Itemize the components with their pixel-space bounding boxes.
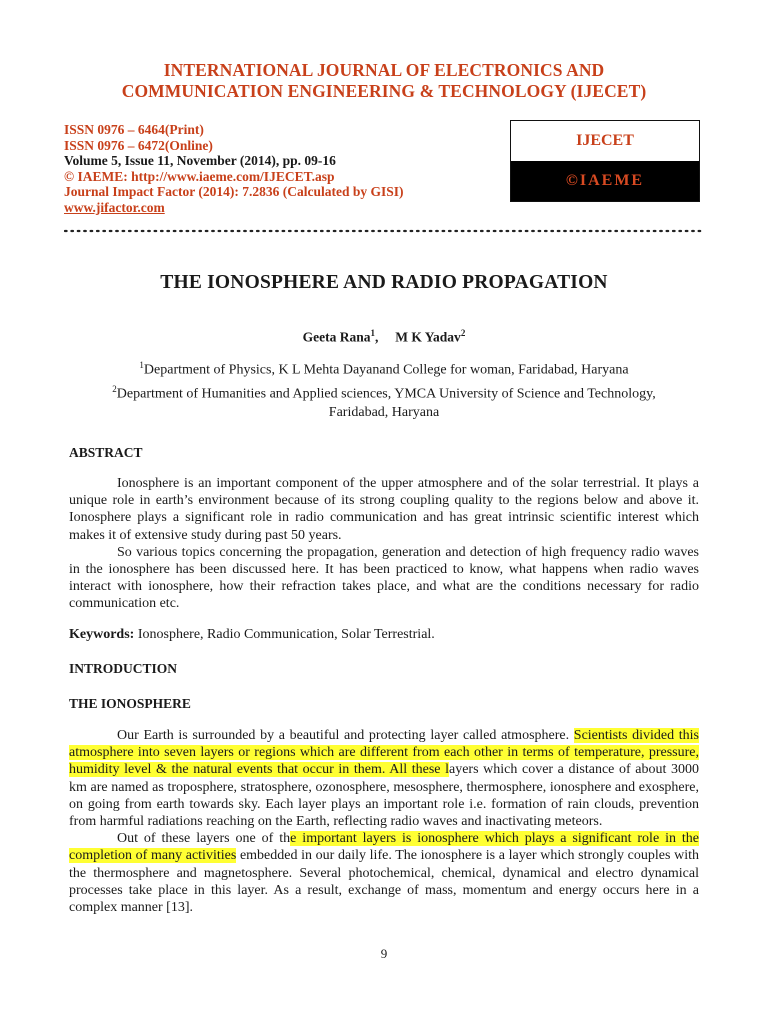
paragraph-text: ayers which cover a distance of about 3000 km are named as troposphere, stratosphere, ozonosphere, mesosphere, thermosphere, ionosphere and exosphere, on going from earth towards sky. Each layer plays an important role i.e. formation of rain clouds, prevention from harmful radiations reaching on the Earth, reflecting radio waves and inactivating meteors. xyxy=(69,762,699,830)
author-separator: , xyxy=(375,329,379,345)
abstract-body xyxy=(69,475,699,613)
abstract-paragraph: Ionosphere is an important component of the upper atmosphere and of the solar terrestrial. It plays a unique role in earth’s environment because of its strong coupling quality to the regions below and above it. Ionosphere plays a significant role in radio communication and has great intrinsic scientific interest which makes it of extensive study during past 50 years. xyxy=(69,476,699,543)
impact-factor: Journal Impact Factor (2014): 7.2836 (Calculated by GISI) xyxy=(64,184,404,200)
body-paragraph xyxy=(69,830,699,916)
author-name: Geeta Rana xyxy=(302,329,371,345)
keywords-label: Keywords: xyxy=(69,627,135,642)
journal-title-line1: INTERNATIONAL JOURNAL OF ELECTRONICS AND xyxy=(163,60,605,80)
logo-iaeme-text: ©IAEME xyxy=(511,161,699,201)
issn-print: ISSN 0976 – 6464(Print) xyxy=(64,122,204,137)
paragraph-text: Our Earth is surrounded by a beautiful and protecting layer called atmosphere. xyxy=(117,728,574,743)
highlighted-text: Scientists divided this atmosphere into seven layers or regions which are different from each other in terms of temperature, pressure, humidity level & the natural events that occur in them. All these l xyxy=(69,728,700,778)
author-superscript: 2 xyxy=(460,328,466,338)
paragraph-text: Out of these layers one of th xyxy=(117,831,291,847)
abstract-heading: ABSTRACT xyxy=(69,445,143,460)
affiliation-superscript: 2 xyxy=(112,384,117,395)
authors-line xyxy=(0,328,768,346)
author-superscript: 1 xyxy=(370,328,376,338)
page-number: 9 xyxy=(380,946,388,961)
affiliation-2-continued: Faridabad, Haryana xyxy=(328,405,440,421)
affiliation-2 xyxy=(64,380,704,404)
introduction-body xyxy=(69,727,699,916)
jifactor-link[interactable]: www.jifactor.com xyxy=(64,199,165,215)
highlighted-text: e important layers is ionosphere which plays a significant role in the completion of many activities xyxy=(69,831,699,864)
body-paragraph xyxy=(69,727,699,830)
logo-ijecet-text: IJECET xyxy=(511,121,699,161)
affiliations xyxy=(64,356,704,423)
journal-title xyxy=(0,60,768,102)
paragraph-text: embedded in our daily life. The ionosphere is a layer which strongly couples with the thermosphere and magnetosphere. Several photochemical, chemical, dynamical and electro dynamical processes take place in this layer. As a result, exchange of mass, momentum and energy occurs here in a complex manner [13]. xyxy=(69,848,699,916)
journal-logo-box xyxy=(510,120,700,202)
iaeme-url[interactable]: © IAEME: http://www.iaeme.com/IJECET.asp xyxy=(64,168,335,184)
author-name: M K Yadav xyxy=(395,329,461,345)
affiliation-superscript: 1 xyxy=(139,360,144,370)
ionosphere-subheading: THE IONOSPHERE xyxy=(69,696,191,711)
paper-title: THE IONOSPHERE AND RADIO PROPAGATION xyxy=(160,272,608,293)
keywords-text: Ionosphere, Radio Communication, Solar Terrestrial. xyxy=(134,627,435,642)
dotted-divider xyxy=(64,228,704,234)
volume-info: Volume 5, Issue 11, November (2014), pp. 09-16 xyxy=(64,153,336,169)
introduction-heading: INTRODUCTION xyxy=(69,661,178,676)
affiliation-text: Department of Humanities and Applied sciences, YMCA University of Science and Technology, xyxy=(116,386,656,402)
journal-metadata xyxy=(64,122,504,216)
abstract-paragraph: So various topics concerning the propagation, generation and detection of high frequency radio waves in the ionosphere has been discussed here. It has been practiced to know, what happens when radio waves interact with ionosphere, how their refraction takes place, and what are the conditions necessary for radio communication etc. xyxy=(69,544,699,612)
journal-title-line2: COMMUNICATION ENGINEERING & TECHNOLOGY (IJECET) xyxy=(121,81,647,101)
affiliation-text: Department of Physics, K L Mehta Dayanand College for woman, Faridabad, Haryana xyxy=(143,362,629,378)
issn-online: ISSN 0976 – 6472(Online) xyxy=(64,137,213,153)
keywords-line xyxy=(69,626,699,643)
affiliation-1 xyxy=(64,356,704,380)
